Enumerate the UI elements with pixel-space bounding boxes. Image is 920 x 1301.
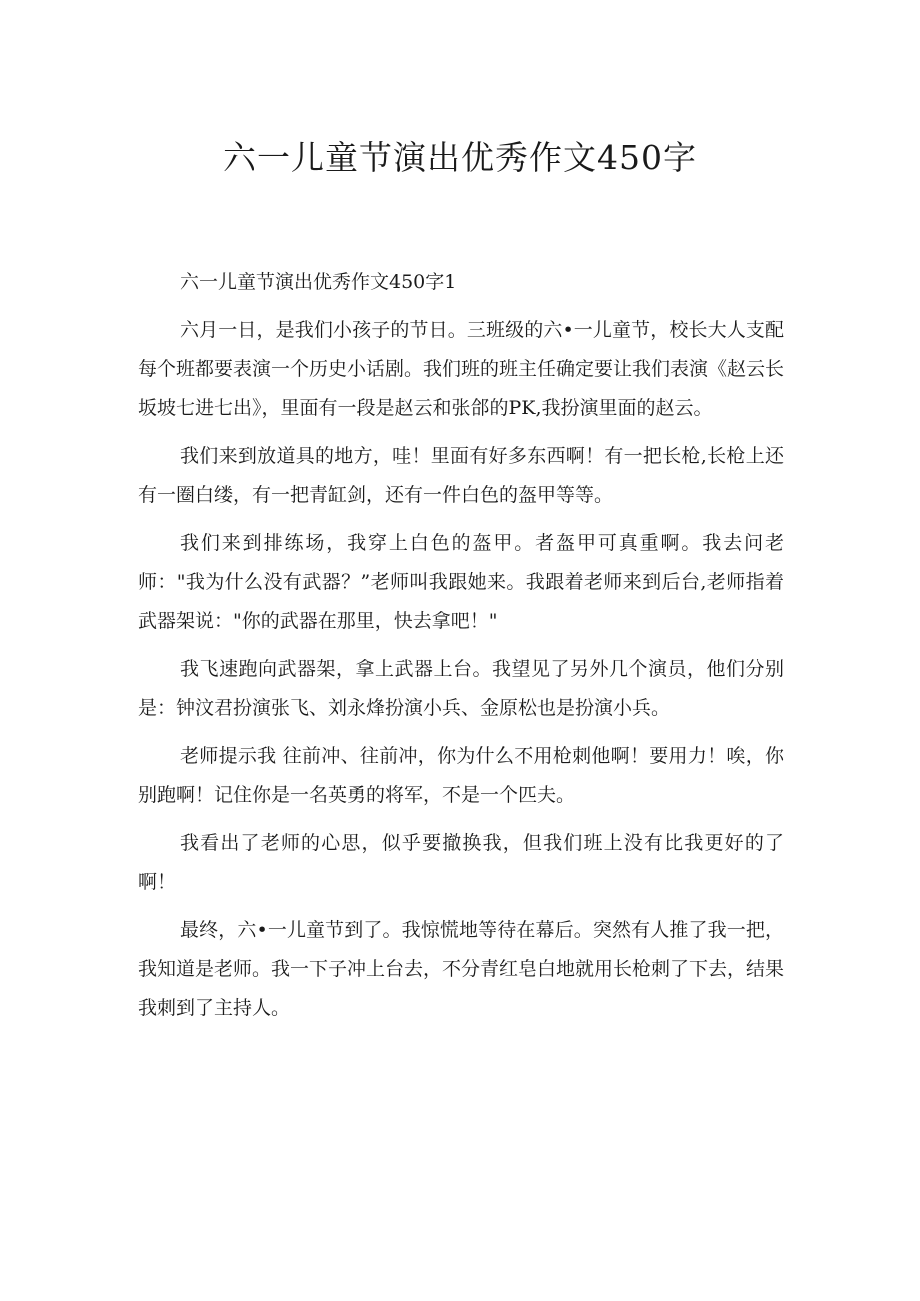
paragraph-1: 六月一日，是我们小孩子的节日。三班级的六•一儿童节，校长大人支配每个班都要表演一个历史小话剧。我们班的班主任确定要让我们表演《赵云长坂坡七进七出》，里面有一段是赵云和张郃的PK,我扮演里面的赵云。 [138,319,785,419]
document-subtitle: 六一儿童节演出优秀作文450字1 [180,271,457,293]
document-body [138,263,784,1037]
paragraph-5: 老师提示我 往前冲、往前冲，你为什么不用枪刺他啊！要用力！唉，你别跑啊！记住你是一名英勇的将军，不是一个匹夫。 [138,745,784,806]
paragraph-4: 我飞速跑向武器架，拿上武器上台。我望见了另外几个演员，他们分别是：钟汶君扮演张飞、刘永烽扮演小兵、金原松也是扮演小兵。 [138,658,784,719]
paragraph-3: 我们来到排练场，我穿上白色的盔甲。者盔甲可真重啊。我去问老师："我为什么没有武器？”老师叫我跟她来。我跟着老师来到后台,老师指着武器架说："你的武器在那里，快去拿吧！" [138,532,784,632]
paragraph-2: 我们来到放道具的地方，哇！里面有好多东西啊！有一把长枪,长枪上还有一圈白缕，有一把青缸剑，还有一件白色的盔甲等等。 [138,445,784,506]
document-title: 六一儿童节演出优秀作文450字 [223,138,697,177]
paragraph-7: 最终，六•一儿童节到了。我惊慌地等待在幕后。突然有人推了我一把，我知道是老师。我一下子冲上台去，不分青红皂白地就用长枪刺了下去，结果我刺到了主持人。 [138,919,785,1019]
paragraph-6: 我看出了老师的心思，似乎要撤换我，但我们班上没有比我更好的了啊！ [138,832,784,893]
